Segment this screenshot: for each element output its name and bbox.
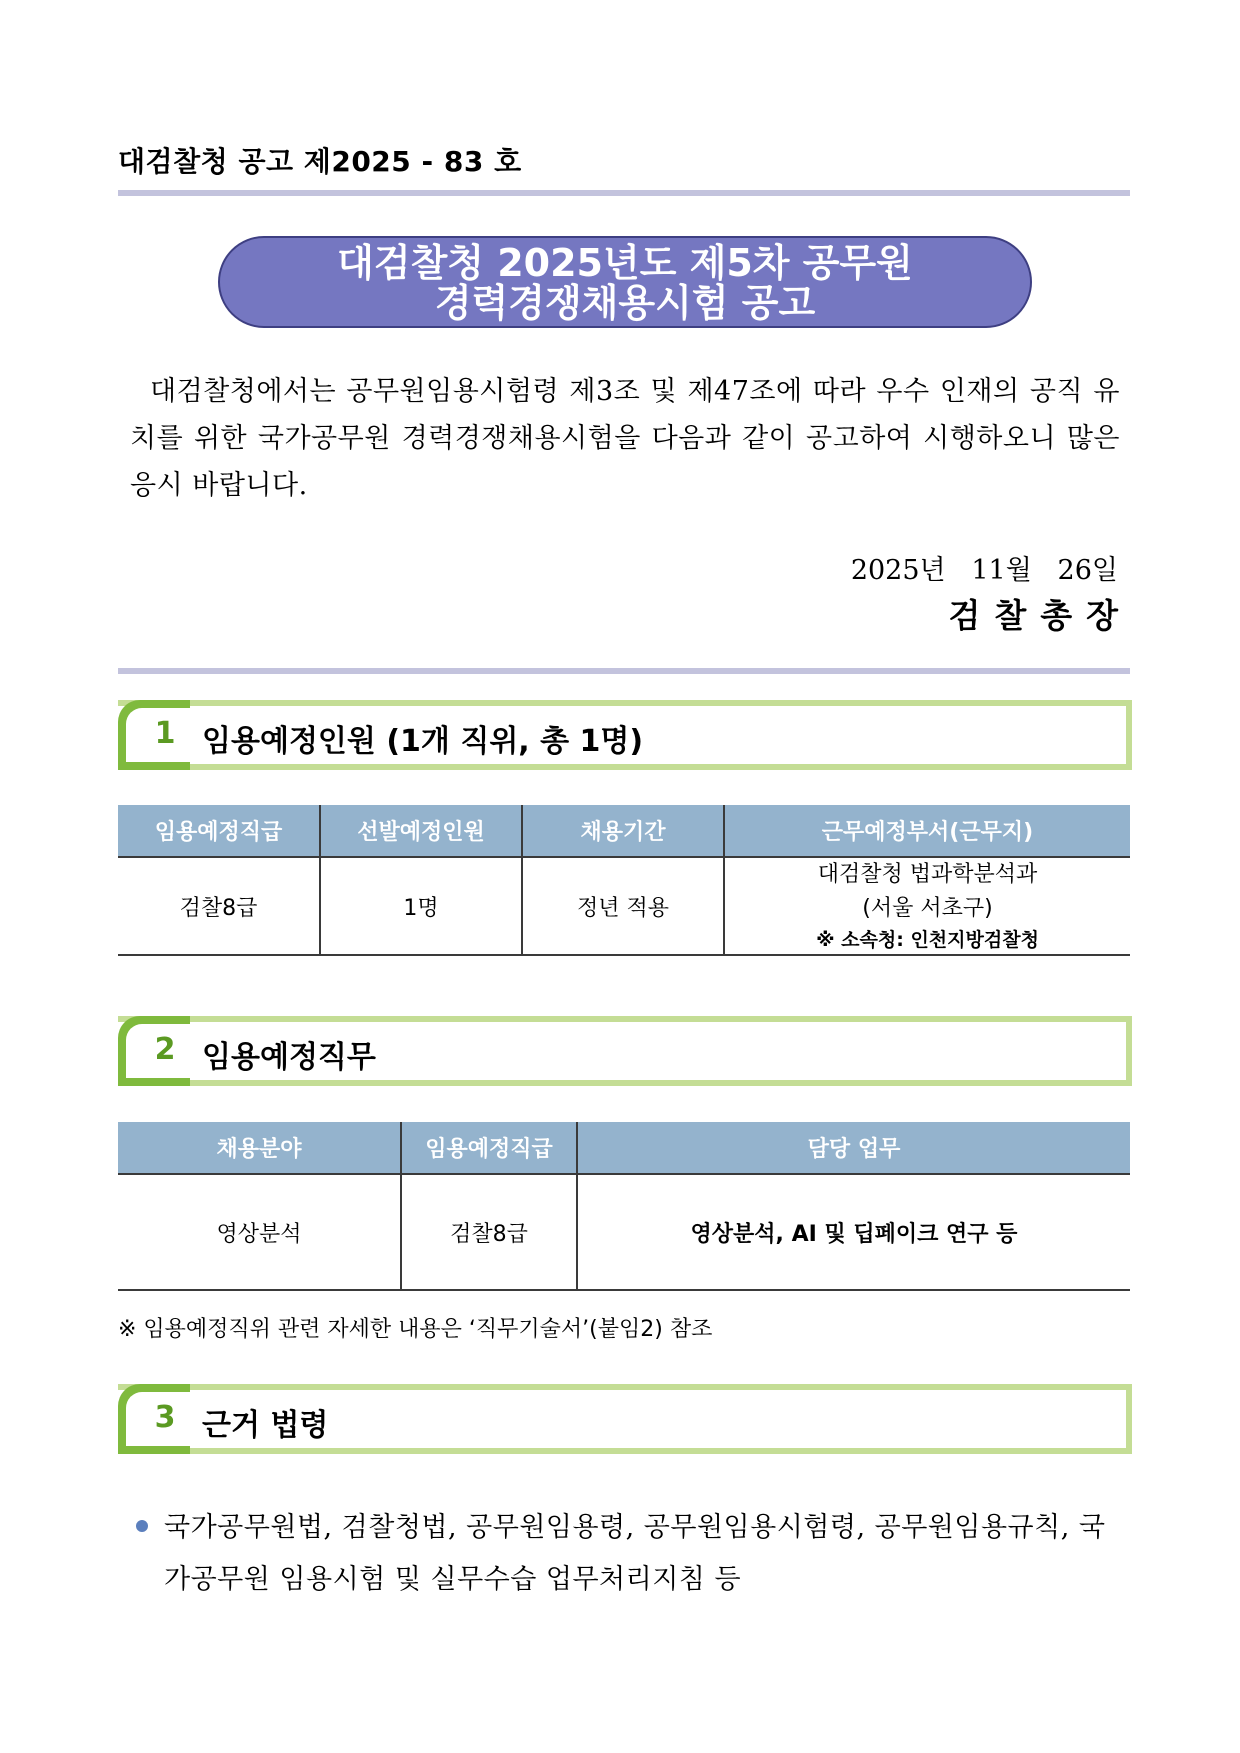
section-title: 임용예정인원 (1개 직위, 총 1명) xyxy=(202,724,644,759)
signer-title: 검찰총장 xyxy=(948,596,1132,635)
title-line-1: 대검찰청 2025년도 제5차 공무원 xyxy=(337,241,913,285)
staffing-table xyxy=(118,805,1130,956)
bullet-icon xyxy=(136,1520,148,1532)
title-line-2: 경력경쟁채용시험 공고 xyxy=(434,281,816,325)
dept-location: (서울 서초구) xyxy=(862,896,993,921)
section-number: 1 xyxy=(154,716,176,751)
section-title: 근거 법령 xyxy=(202,1408,329,1443)
dept-note: ※ 소속청: 인천지방검찰청 xyxy=(816,929,1039,951)
cell-dept xyxy=(724,857,1130,955)
col-header-duty: 담당 업무 xyxy=(577,1122,1130,1174)
section-1-header xyxy=(118,700,1132,770)
section-title: 임용예정직무 xyxy=(202,1040,376,1075)
document-title-banner xyxy=(218,236,1032,328)
intro-paragraph: 대검찰청에서는 공무원임용시험령 제3조 및 제47조에 따라 우수 인재의 공직 유치를 위한 국가공무원 경력경쟁채용시험을 다음과 같이 공고하여 시행하오니 많은 응시 바랍니다. xyxy=(130,376,1120,501)
dept-name: 대검찰청 법과학분석과 xyxy=(817,862,1038,887)
cell-grade: 검찰8급 xyxy=(401,1174,577,1290)
section-3-header xyxy=(118,1384,1132,1454)
table-row xyxy=(118,857,1130,955)
section-2-header xyxy=(118,1016,1132,1086)
issue-date: 2025년 11월 26일 xyxy=(850,555,1118,586)
legal-basis-text: 국가공무원법, 검찰청법, 공무원임용령, 공무원임용시험령, 공무원임용규칙, 국가공무원 임용시험 및 실무수습 업무처리지침 등 xyxy=(164,1512,1106,1595)
cell-field: 영상분석 xyxy=(118,1174,401,1290)
col-header-grade: 임용예정직급 xyxy=(118,805,320,857)
col-header-count: 선발예정인원 xyxy=(320,805,522,857)
table-header-row xyxy=(118,805,1130,857)
job-description-note: ※ 임용예정직위 관련 자세한 내용은 ‘직무기술서’(붙임2) 참조 xyxy=(118,1317,713,1342)
table-header-row xyxy=(118,1122,1130,1174)
section-number: 2 xyxy=(154,1032,176,1067)
top-divider xyxy=(118,190,1130,196)
col-header-grade: 임용예정직급 xyxy=(401,1122,577,1174)
table-row xyxy=(118,1174,1130,1290)
section-number: 3 xyxy=(154,1400,176,1435)
legal-basis-item xyxy=(136,1502,1132,1606)
cell-grade: 검찰8급 xyxy=(118,857,320,955)
col-header-dept: 근무예정부서(근무지) xyxy=(724,805,1130,857)
duties-table xyxy=(118,1122,1130,1291)
cell-count: 1명 xyxy=(320,857,522,955)
notice-number: 대검찰청 공고 제2025 - 83 호 xyxy=(118,145,522,178)
col-header-period: 채용기간 xyxy=(522,805,724,857)
cell-period: 정년 적용 xyxy=(522,857,724,955)
col-header-field: 채용분야 xyxy=(118,1122,401,1174)
middle-divider xyxy=(118,668,1130,674)
cell-duty: 영상분석, AI 및 딥페이크 연구 등 xyxy=(577,1174,1130,1290)
